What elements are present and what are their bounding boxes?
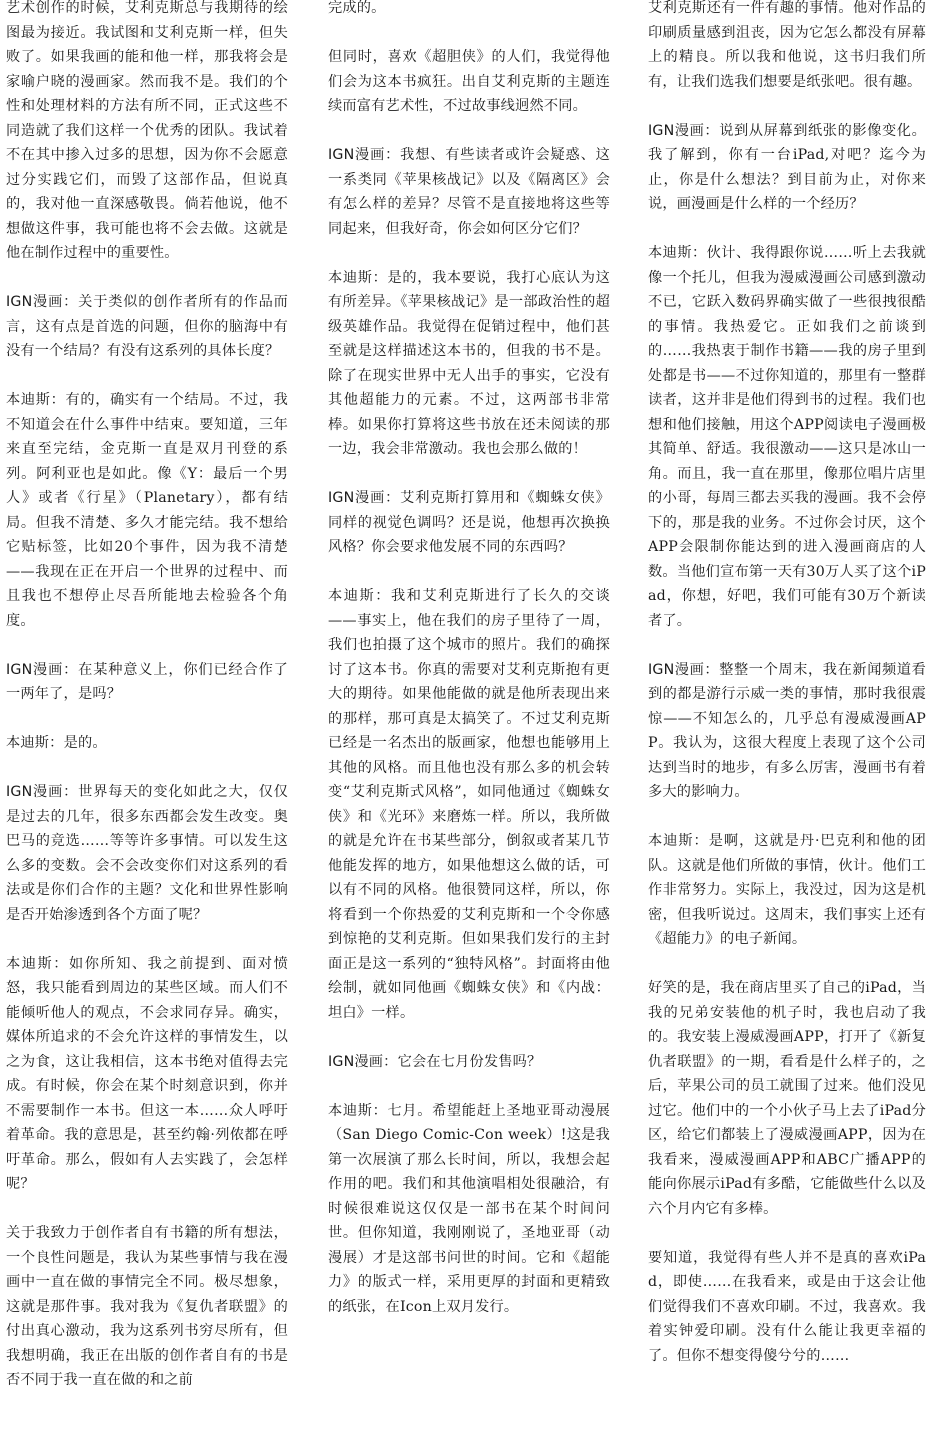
paragraph <box>648 976 926 1221</box>
paragraph <box>6 780 288 927</box>
paragraph <box>328 486 610 560</box>
paragraph-text: 要知道，我觉得有些人并不是真的喜欢iPad，即使……在我看来，或是由于这会让他们觉得我们不喜欢印刷。不过，我喜欢。我着实钟爱印刷。没有什么能让我更幸福的了。但你不想变得傻兮兮的…… <box>648 1249 926 1364</box>
speaker-label: IGN漫画： <box>6 784 79 800</box>
speaker-label: IGN漫画： <box>6 661 79 678</box>
paragraph <box>328 266 610 462</box>
paragraph <box>648 119 926 217</box>
speaker-label: 本迪斯： <box>328 1102 388 1119</box>
paragraph <box>6 290 288 364</box>
paragraph-text: 整整一个周末，我在新闻频道看到的都是游行示威一类的事情，那时我很震惊——不知怎么的，几乎总有漫威漫画APP。我认为，这很大程度上表现了这个公司达到当时的地步，有多么厉害，漫画书有着多大的影响力。 <box>648 661 926 800</box>
paragraph-text: 完成的。 <box>328 0 386 16</box>
paragraph-text: 说到从屏幕到纸张的影像变化。我了解到，你有一台iPad,对吧？迄今为止，你是什么想法？到目前为止，对你来说，画漫画是什么样的一个经历？ <box>648 122 926 212</box>
speaker-label: 本迪斯： <box>648 833 709 849</box>
speaker-label: 本迪斯： <box>6 955 69 972</box>
speaker-label: IGN漫画： <box>648 661 720 678</box>
speaker-label: IGN漫画： <box>328 1053 398 1070</box>
paragraph-text: 但同时，喜欢《超胆侠》的人们，我觉得他们会为这本书疯狂。出自艾利克斯的主题连续而富有艺术性，不过故事线迥然不同。 <box>328 49 610 114</box>
paragraph <box>328 143 610 241</box>
paragraph <box>648 658 926 805</box>
paragraph-text: 如你所知、我之前提到、面对愤怒，我只能看到周边的某些区域。而人们不能倾听他人的观点，不会求同存异。确实，媒体所追求的不会允许这样的事情发生，以之为食，这让我相信，这本书绝对值得去完成。有时候，你会在某个时刻意识到，你并不需要制作一本书。但这一本……众人呼吁着革命。我的意思是，甚至约翰·列侬都在呼吁革命。那么，假如有人去实践了，会怎样呢？ <box>6 955 288 1192</box>
speaker-label: IGN漫画： <box>328 147 401 163</box>
paragraph-text: 艺术创作的时候，艾利克斯总与我期待的绘图最为接近。我试图和艾利克斯一样，但失败了。如果我画的能和他一样，那我将会是家喻户晓的漫画家。然而我不是。我们的个性和处理材料的方法有所不同，正式这些不同造就了我们这样一个优秀的团队。我试着不在其中掺入过多的思想，因为你不会愿意过分实践它们，而毁了这部作品，但说真的，我对他一直深感敬畏。倘若他说，他不想做这件事，我可能也将不会去做。这就是他在制作过程中的重要性。 <box>6 0 288 261</box>
paragraph-text: 在某种意义上，你们已经合作了一两年了，是吗？ <box>6 661 288 702</box>
speaker-label: 本迪斯： <box>328 588 391 604</box>
paragraph-text: 好笑的是，我在商店里买了自己的iPad，当我的兄弟安装他的机子时，我也启动了我的。我安装上漫威漫画APP，打开了《新复仇者联盟》的一期，看看是什么样子的，之后，苹果公司的员工就围了过来。他们没见过它。他们中的一个小伙子马上去了iPad分区，给它们都装上了漫威漫画APP，因为在我看来，漫威漫画APP和ABC广播APP的能向你展示iPad有多酷，它能做些什么以及六个月内它有多棒。 <box>648 980 926 1217</box>
paragraph <box>6 0 288 266</box>
speaker-label: 本迪斯： <box>6 392 66 408</box>
paragraph-text: 艾利克斯打算用和《蜘蛛女侠》同样的视觉色调吗？还是说，他想再次换换风格？你会要求他发展不同的东西吗？ <box>328 490 610 555</box>
paragraph-text: 关于我致力于创作者自有书籍的所有想法，一个良性问题是，我认为某些事情与我在漫画中一直在做的事情完全不同。极尽想象，这就是那件事。我对我为《复仇者联盟》的付出真心激动，我为这系列书穷尽所有，但我想明确，我正在出版的创作者自有的书是否不同于我一直在做的和之前 <box>6 1225 288 1388</box>
speaker-label: 本迪斯： <box>6 735 64 751</box>
paragraph <box>648 241 926 633</box>
paragraph <box>328 1099 610 1320</box>
speaker-label: IGN漫画： <box>328 490 401 506</box>
paragraph-text: 是的。 <box>63 735 107 751</box>
paragraph-text: 七月。希望能赶上圣地亚哥动漫展（San Diego Comic-Con week）!这是我第一次展演了那么长时间，所以，我想会起作用的吧。我们和其他演唱相处很融洽，有时候很难说这仅仅是一部书在某个时间问世。但你知道，我刚刚说了，圣地亚哥（动漫展）才是这部书问世的时间。它和《超能力》的版式一样，采用更厚的封面和更精致的纸张，在Icon上双月发行。 <box>328 1102 610 1315</box>
paragraph <box>648 829 926 952</box>
paragraph <box>328 0 610 21</box>
paragraph-text: 艾利克斯还有一件有趣的事情。他对作品的印刷质量感到沮丧，因为它怎么都没有屏幕上的精良。所以我和他说，这书归我们所有，让我们选我们想要是纸张吧。很有趣。 <box>648 0 926 90</box>
paragraph-text: 伙计、我得跟你说……听上去我就像一个托儿，但我为漫威漫画公司感到激动不已，它跃入数码界确实做了一些很拽很酷的事情。我热爱它。正如我们之前谈到的……我热衷于制作书籍——我的房子里到处都是书——不过你知道的，那里有一整群读者，这并非是他们得到书的过程。我们也想和他们接触，用这个APP阅读电子漫画极其简单、舒适。我很激动——这只是冰山一角。而且，我一直在那里，像那位唱片店里的小哥，每周三都去买我的漫画。我不会停下的，那是我的业务。不过你会讨厌，这个APP会限制你能达到的进入漫画商店的人数。当他们宣布第一天有30万人买了这个iPad，你想，好吧，我们可能有30万个新读者了。 <box>648 245 926 629</box>
paragraph <box>6 731 288 756</box>
speaker-label: IGN漫画： <box>648 122 720 139</box>
paragraph-text: 有的，确实有一个结局。不过，我不知道会在什么事件中结束。要知道，三年来直至完结，金克斯一直是双月刊登的系列。阿利亚也是如此。像《Y：最后一个男人》或者《行星》（Planetary），都有结局。但我不清楚、多久才能完结。我不想给它贴标签，比如20个事件，因为我不清楚——我现在正在开启一个世界的过程中、而且我也不想停止尽吾所能地去检验各个角度。 <box>6 392 288 629</box>
paragraph <box>6 952 288 1197</box>
paragraph <box>328 584 610 1025</box>
text-column-3 <box>648 0 926 1393</box>
paragraph-text: 世界每天的变化如此之大，仅仅是过去的几年，很多东西都会发生改变。奥巴马的竞选……等等许多事情。可以发生这么多的变数。会不会改变你们对这系列的看法或是你们合作的主题？文化和世界性影响是否开始渗透到各个方面了呢？ <box>6 784 288 923</box>
paragraph-text: 关于类似的创作者所有的作品而言，这有点是首选的问题，但你的脑海中有没有一个结局？有没有这系列的具体长度？ <box>6 294 288 359</box>
text-column-1 <box>6 0 288 1417</box>
paragraph <box>6 1221 288 1393</box>
speaker-label: 本迪斯： <box>328 269 388 286</box>
paragraph <box>328 45 610 119</box>
paragraph <box>328 1050 610 1075</box>
text-column-2 <box>328 0 610 1344</box>
paragraph-text: 我和艾利克斯进行了长久的交谈——事实上，他在我们的房子里待了一周，我们也拍摄了这个城市的照片。我们的确探讨了这本书。你真的需要对艾利克斯抱有更大的期待。如果他能做的就是他所表现出来的那样，那可真是太搞笑了。不过艾利克斯已经是一名杰出的版画家，他想也能够用上其他的风格。而且他也没有那么多的机会转变“艾利克斯式风格”，如同他通过《蜘蛛女侠》和《光环》来磨炼一样。所以，我所做的就是允许在书某些部分，倒叙或者某几节他能发挥的地方，如果他想这么做的话，可以有不同的风格。他很赞同这样，所以，你将看到一个你热爱的艾利克斯和一个令你感到惊艳的艾利克斯。但如果我们发行的主封面正是这一系列的“独特风格”。封面将由他绘制，就如同他画《蜘蛛女侠》和《内战：坦白》一样。 <box>328 588 610 1021</box>
speaker-label: IGN漫画： <box>6 294 79 310</box>
paragraph-text: 它会在七月份发售吗？ <box>397 1053 542 1070</box>
paragraph <box>6 658 288 707</box>
speaker-label: 本迪斯： <box>648 245 707 261</box>
paragraph <box>648 0 926 94</box>
paragraph <box>648 1246 926 1369</box>
paragraph-text: 我想、有些读者或许会疑惑、这一系类同《苹果核战记》以及《隔离区》会有怎么样的差异？尽管不是直接地将这些等同起来，但我好奇，你会如何区分它们？ <box>328 147 610 237</box>
paragraph-text: 是的，我本要说，我打心底认为这有所差异。《苹果核战记》是一部政治性的超级英雄作品。我觉得在促销过程中，他们甚至就是这样描述这本书的，但我的书不是。除了在现实世界中无人出手的事实，它没有其他超能力的元素。不过，这两部书非常棒。如果你打算将这些书放在还未阅读的那一边，我会非常激动。我也会那么做的！ <box>328 269 610 457</box>
paragraph <box>6 388 288 633</box>
paragraph-text: 是啊，这就是丹·巴克利和他的团队。这就是他们所做的事情，伙计。他们工作非常努力。实际上，我没过，因为这是机密，但我听说过。这周末，我们事实上还有《超能力》的电子新闻。 <box>648 833 926 947</box>
